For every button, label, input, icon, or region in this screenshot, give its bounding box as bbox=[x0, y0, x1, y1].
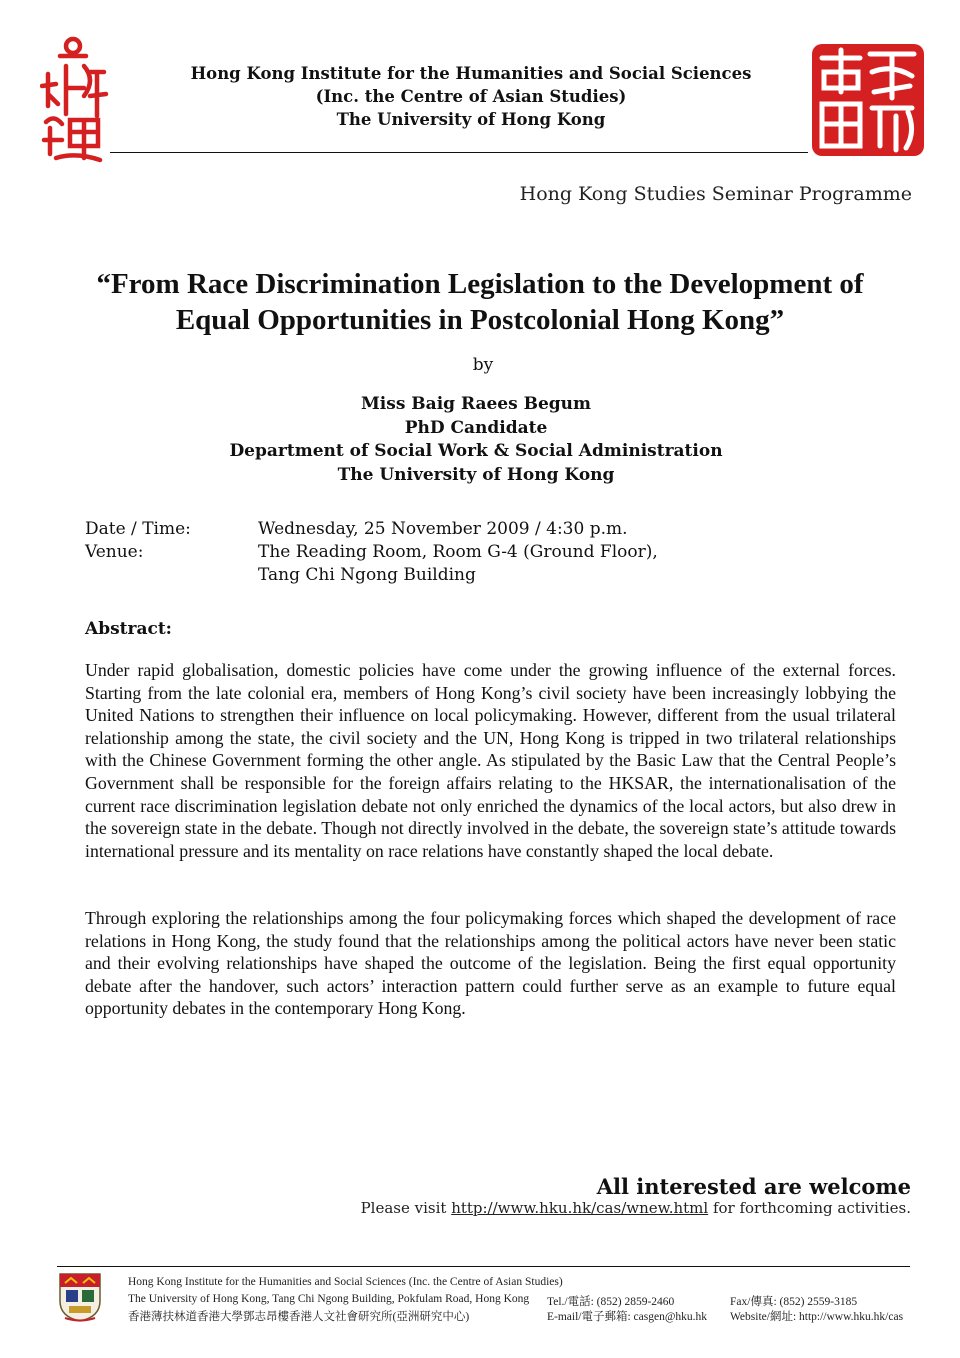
seminar-title bbox=[40, 266, 920, 338]
venue-label: Venue: bbox=[85, 542, 144, 562]
institute-seal-logo-left bbox=[40, 36, 110, 164]
header-university-name: The University of Hong Kong bbox=[336, 110, 606, 129]
speaker-block bbox=[0, 393, 952, 487]
datetime-label: Date / Time: bbox=[85, 519, 191, 539]
activities-link[interactable]: http://www.hku.hk/cas/wnew.html bbox=[451, 1199, 709, 1217]
header-centre-name: (Inc. the Centre of Asian Studies) bbox=[315, 87, 627, 106]
footer-institute-line: Hong Kong Institute for the Humanities and Social Sciences (Inc. the Centre of Asian Studies) bbox=[128, 1276, 563, 1288]
venue-value-2: Tang Chi Ngong Building bbox=[258, 565, 476, 585]
footer-telephone: Tel./電話: (852) 2859-2460 bbox=[547, 1296, 675, 1308]
footer-chinese-address: 香港薄扶林道香港大學鄧志昂樓香港人文社會研究所(亞洲研究中心) bbox=[128, 1311, 470, 1323]
welcome-heading: All interested are welcome bbox=[596, 1174, 911, 1199]
header-institute-name: Hong Kong Institute for the Humanities and Social Sciences bbox=[190, 64, 752, 83]
speaker-university: The University of Hong Kong bbox=[337, 464, 615, 485]
abstract-paragraph-1: Under rapid globalisation, domestic policies have come under the growing influence of the external forces. Starting from the late colonial era, members of Hong Kong’s civil society have been increasingly lobbying the United Nations to strengthen their influence on local policymaking. However, different from the usual trilateral relationship among the state, the civil society and the UN, Hong Kong is tripped in two trilateral relationships with the Chinese Government forming the other angle. As stipulated by the Basic Law that the Central People’s Government shall be responsible for the foreign affairs relating to the HKSAR, the internationalisation of the current race discrimination legislation debate not only enriched the dynamics of the local actors, but also drew in the sovereign state in the debate. Though not directly involved in the debate, the sovereign state’s attitude towards international pressure and its mentality on race relations have constantly shaped the local debate. bbox=[85, 660, 896, 861]
programme-name: Hong Kong Studies Seminar Programme bbox=[519, 183, 912, 205]
footer-email[interactable]: E-mail/電子郵箱: casgen@hku.hk bbox=[547, 1311, 708, 1323]
seminar-title-line-2: Equal Opportunities in Postcolonial Hong Kong” bbox=[175, 304, 785, 336]
footer-website[interactable]: Website/網址: http://www.hku.hk/cas bbox=[730, 1311, 904, 1323]
abstract-paragraph-2: Through exploring the relationships among the four policymaking forces which shaped the development of race relations in Hong Kong, the study found that the relationships among the political actors have never been static and their evolving relationships have shaped the outcome of the legislation. Being the first equal opportunity debate after the handover, such actors’ interaction pattern could further serve as an example to future equal opportunity debates in the contemporary Hong Kong. bbox=[85, 908, 896, 1019]
footer-address-line: The University of Hong Kong, Tang Chi Ngong Building, Pokfulam Road, Hong Kong bbox=[128, 1293, 530, 1305]
venue-row-2 bbox=[85, 564, 658, 587]
speaker-role: PhD Candidate bbox=[404, 417, 548, 438]
datetime-row bbox=[85, 518, 658, 541]
footer-divider bbox=[57, 1266, 910, 1267]
speaker-department: Department of Social Work & Social Administration bbox=[229, 441, 723, 461]
seminar-title-line-1: “From Race Discrimination Legislation to the Development of bbox=[96, 268, 864, 300]
visit-prefix: Please visit bbox=[360, 1199, 452, 1217]
event-details bbox=[85, 518, 658, 587]
visit-line bbox=[361, 1199, 911, 1217]
venue-row bbox=[85, 541, 658, 564]
by-label: by bbox=[472, 355, 494, 375]
institute-header bbox=[110, 62, 832, 131]
header-divider bbox=[110, 152, 808, 153]
abstract-heading: Abstract: bbox=[85, 619, 172, 639]
venue-value: The Reading Room, Room G-4 (Ground Floor), bbox=[258, 542, 658, 562]
visit-suffix: for forthcoming activities. bbox=[708, 1199, 911, 1217]
datetime-value: Wednesday, 25 November 2009 / 4:30 p.m. bbox=[258, 519, 628, 539]
speaker-name: Miss Baig Raees Begum bbox=[360, 394, 592, 414]
footer-fax: Fax/傳真: (852) 2559-3185 bbox=[730, 1296, 858, 1308]
hku-crest-logo bbox=[57, 1271, 103, 1323]
